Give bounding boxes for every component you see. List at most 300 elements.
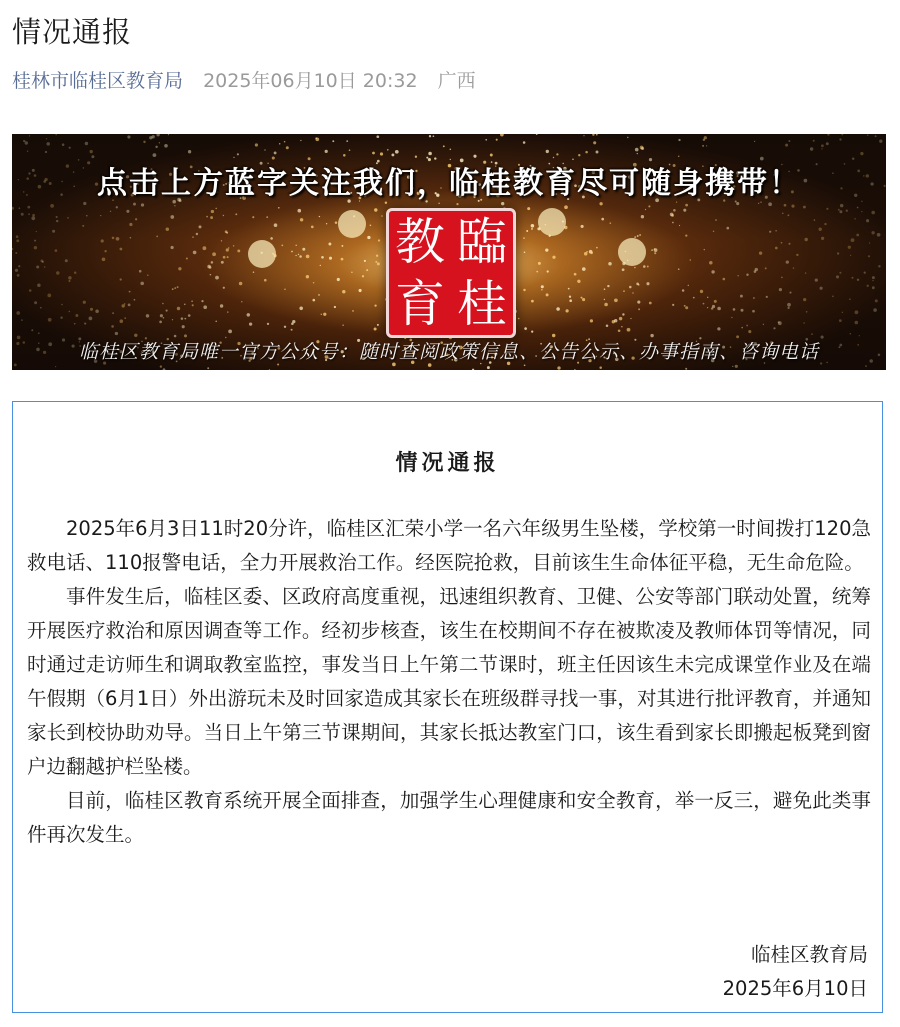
- light-dot: [37, 284, 41, 288]
- light-dot: [102, 257, 106, 261]
- light-dot: [590, 251, 593, 254]
- light-dot: [141, 203, 144, 206]
- light-dot: [159, 142, 160, 143]
- light-dot: [685, 306, 688, 309]
- light-dot: [472, 369, 474, 370]
- light-dot: [325, 150, 328, 153]
- light-dot: [585, 151, 588, 154]
- light-dot: [127, 135, 130, 138]
- light-dot: [634, 267, 635, 268]
- light-dot: [824, 223, 826, 225]
- light-dot: [247, 313, 250, 316]
- notice-paragraph: 2025年6月3日11时20分许，临桂区汇荣小学一名六年级男生坠楼，学校第一时间拨打120急救电话、110报警电话，全力开展救治工作。经医院抢救，目前该生生命体征平稳，无生命危险。: [27, 517, 871, 574]
- light-dot: [83, 301, 86, 304]
- light-dot: [228, 330, 232, 334]
- light-dot: [302, 248, 305, 251]
- light-dot: [839, 272, 841, 274]
- light-dot: [124, 303, 126, 305]
- light-dot: [614, 319, 617, 322]
- light-dot: [574, 369, 576, 370]
- light-dot: [264, 149, 265, 150]
- light-dot: [872, 280, 873, 281]
- light-dot: [856, 234, 859, 237]
- light-dot: [300, 140, 301, 141]
- light-dot: [156, 134, 159, 136]
- light-dot: [622, 313, 624, 315]
- light-dot: [869, 242, 870, 243]
- light-dot: [48, 318, 52, 322]
- light-dot: [68, 276, 71, 279]
- light-dot: [252, 216, 254, 218]
- light-dot: [377, 262, 380, 265]
- light-dot: [804, 238, 807, 241]
- light-dot: [82, 225, 84, 227]
- light-dot: [140, 282, 144, 286]
- light-dot: [604, 299, 605, 300]
- light-dot: [781, 277, 783, 279]
- light-dot: [861, 211, 862, 212]
- light-dot: [28, 213, 30, 215]
- light-dot: [321, 256, 324, 259]
- light-dot: [152, 135, 155, 138]
- light-dot: [74, 323, 76, 325]
- light-dot: [320, 265, 321, 266]
- light-dot: [18, 265, 20, 267]
- light-dot: [685, 234, 687, 236]
- light-dot: [329, 257, 332, 260]
- light-dot: [456, 203, 458, 205]
- light-dot: [86, 215, 88, 217]
- light-dot: [31, 216, 35, 220]
- light-dot: [787, 214, 789, 216]
- light-dot: [40, 307, 42, 309]
- light-dot: [638, 308, 640, 310]
- light-dot: [50, 204, 54, 208]
- light-dot: [376, 255, 378, 257]
- light-dot: [593, 141, 596, 144]
- light-dot: [116, 206, 118, 208]
- light-dot: [820, 287, 823, 290]
- light-dot: [61, 304, 63, 306]
- light-dot: [67, 217, 69, 219]
- light-dot: [596, 151, 599, 154]
- light-dot: [755, 268, 758, 271]
- light-dot: [582, 298, 585, 301]
- light-dot: [377, 324, 379, 326]
- light-dot: [854, 321, 858, 325]
- light-dot: [732, 366, 733, 367]
- light-dot: [578, 154, 580, 156]
- light-dot: [629, 286, 632, 289]
- light-dot: [857, 279, 859, 281]
- light-dot: [523, 141, 526, 144]
- light-dot: [334, 306, 336, 308]
- light-dot: [292, 320, 295, 323]
- light-dot: [170, 215, 174, 219]
- light-dot: [267, 323, 269, 325]
- light-dot: [740, 295, 743, 298]
- light-dot: [241, 301, 242, 302]
- light-dot: [164, 144, 168, 148]
- light-dot: [188, 150, 191, 153]
- light-dot: [226, 248, 229, 251]
- light-dot: [239, 282, 243, 286]
- article-title: 情况通报: [12, 15, 133, 49]
- light-dot: [556, 153, 558, 155]
- light-dot: [378, 239, 380, 241]
- light-dot: [810, 147, 813, 150]
- light-dot: [42, 261, 44, 263]
- light-dot: [299, 255, 302, 258]
- light-dot: [46, 138, 47, 139]
- light-dot: [700, 290, 703, 293]
- light-dot: [298, 254, 299, 255]
- light-dot: [291, 329, 293, 331]
- light-dot: [531, 224, 535, 228]
- light-dot: [814, 219, 816, 221]
- light-dot: [679, 225, 680, 226]
- light-dot: [184, 318, 186, 320]
- light-dot: [622, 268, 625, 271]
- light-dot: [166, 310, 168, 312]
- light-dot: [17, 274, 20, 277]
- light-dot: [735, 365, 738, 368]
- light-dot: [634, 236, 636, 238]
- light-dot: [227, 311, 228, 312]
- light-dot: [726, 227, 729, 230]
- light-dot: [364, 260, 366, 262]
- light-dot: [29, 289, 32, 292]
- light-dot: [610, 222, 612, 224]
- light-dot: [295, 245, 297, 247]
- light-dot: [569, 296, 571, 298]
- light-dot: [362, 275, 364, 277]
- light-dot: [438, 203, 439, 204]
- light-dot: [374, 327, 377, 330]
- light-dot: [300, 218, 303, 221]
- light-dot: [162, 303, 164, 305]
- light-dot: [211, 210, 214, 213]
- light-dot: [768, 202, 772, 206]
- light-dot: [599, 202, 602, 205]
- light-dot: [867, 134, 868, 135]
- light-dot: [25, 141, 28, 144]
- light-dot: [868, 255, 870, 257]
- light-dot: [590, 319, 593, 322]
- light-dot: [851, 238, 855, 242]
- light-dot: [501, 202, 504, 205]
- light-dot: [163, 317, 165, 319]
- light-dot: [819, 228, 822, 231]
- light-dot: [15, 252, 17, 254]
- light-dot: [85, 142, 88, 145]
- light-dot: [391, 153, 394, 156]
- light-dot: [313, 282, 314, 283]
- light-dot: [274, 223, 278, 227]
- light-dot: [203, 246, 207, 250]
- light-dot: [387, 149, 388, 150]
- light-dot: [788, 243, 790, 245]
- light-dot: [121, 304, 124, 307]
- light-dot: [196, 233, 198, 235]
- light-dot: [90, 308, 93, 311]
- light-dot: [264, 279, 267, 282]
- logo-char: 桂: [457, 275, 507, 333]
- notice-box: [12, 401, 883, 1013]
- light-dot: [433, 135, 435, 137]
- light-dot: [789, 292, 791, 294]
- light-dot: [153, 153, 157, 157]
- light-dot: [380, 152, 383, 155]
- light-dot: [821, 144, 824, 147]
- light-dot: [646, 282, 649, 285]
- light-dot: [769, 231, 771, 233]
- light-dot: [582, 267, 586, 271]
- light-dot: [643, 265, 646, 268]
- light-dot: [837, 252, 839, 254]
- light-dot: [531, 300, 534, 303]
- light-dot: [672, 304, 674, 306]
- light-dot: [878, 265, 880, 267]
- light-dot: [840, 204, 844, 208]
- light-dot: [606, 325, 609, 328]
- light-dot: [619, 317, 622, 320]
- light-dot: [328, 243, 331, 246]
- light-dot: [670, 213, 674, 217]
- light-dot: [172, 288, 174, 290]
- light-dot: [201, 300, 203, 302]
- light-dot: [839, 319, 842, 322]
- logo-char: 臨: [457, 213, 507, 271]
- light-dot: [763, 324, 764, 325]
- light-dot: [284, 326, 286, 328]
- notice-signature-block: [723, 938, 868, 1006]
- light-dot: [253, 271, 255, 273]
- light-dot: [352, 310, 354, 312]
- light-dot: [110, 211, 111, 212]
- light-dot: [813, 140, 815, 142]
- light-dot: [821, 148, 822, 149]
- light-dot: [873, 308, 877, 312]
- light-dot: [618, 330, 621, 333]
- light-dot: [586, 251, 588, 253]
- notice-date: 2025年6月10日: [722, 977, 868, 1000]
- light-dot: [536, 271, 538, 273]
- light-dot: [120, 319, 124, 323]
- light-dot: [865, 365, 867, 367]
- light-dot: [748, 330, 751, 333]
- lamp-glow: [538, 208, 566, 236]
- light-dot: [546, 293, 549, 296]
- light-dot: [566, 309, 569, 312]
- light-dot: [55, 134, 57, 135]
- light-dot: [487, 366, 490, 369]
- light-dot: [278, 207, 280, 209]
- light-dot: [826, 208, 828, 210]
- light-dot: [552, 256, 555, 259]
- light-dot: [866, 219, 869, 222]
- notice-body: [27, 512, 871, 852]
- light-dot: [429, 135, 431, 137]
- light-dot: [713, 231, 714, 232]
- light-dot: [775, 247, 778, 250]
- light-dot: [346, 140, 348, 142]
- light-dot: [839, 138, 841, 140]
- light-dot: [84, 323, 86, 325]
- light-dot: [592, 134, 594, 136]
- light-dot: [707, 307, 708, 308]
- light-dot: [225, 230, 228, 233]
- light-dot: [848, 246, 851, 249]
- light-dot: [181, 317, 184, 320]
- light-dot: [270, 237, 273, 240]
- light-dot: [754, 141, 755, 142]
- light-dot: [21, 319, 23, 321]
- light-dot: [326, 223, 327, 224]
- light-dot: [75, 314, 78, 317]
- light-dot: [215, 320, 217, 322]
- light-dot: [787, 307, 789, 309]
- light-dot: [19, 207, 21, 209]
- light-dot: [500, 134, 504, 136]
- light-dot: [351, 272, 353, 274]
- light-dot: [319, 216, 320, 217]
- light-dot: [485, 139, 487, 141]
- light-dot: [786, 260, 789, 263]
- light-dot: [443, 145, 445, 147]
- light-dot: [359, 289, 362, 292]
- light-dot: [23, 140, 25, 142]
- light-dot: [803, 322, 804, 323]
- light-dot: [129, 291, 131, 293]
- light-dot: [685, 368, 687, 370]
- light-dot: [854, 218, 856, 220]
- light-dot: [641, 215, 644, 218]
- light-dot: [647, 266, 649, 268]
- light-dot: [134, 299, 136, 301]
- light-dot: [627, 137, 629, 139]
- light-dot: [112, 237, 115, 240]
- logo-char: 育: [395, 275, 445, 333]
- notice-signature: 临桂区教育局: [750, 943, 868, 966]
- light-dot: [116, 237, 120, 241]
- light-dot: [791, 205, 794, 208]
- light-dot: [806, 311, 808, 313]
- light-dot: [12, 207, 14, 210]
- light-dot: [796, 254, 798, 256]
- light-dot: [284, 288, 286, 290]
- light-dot: [237, 153, 239, 155]
- light-dot: [374, 208, 377, 211]
- light-dot: [872, 276, 875, 279]
- light-dot: [65, 259, 68, 262]
- light-dot: [604, 303, 608, 307]
- light-dot: [27, 150, 28, 151]
- light-dot: [266, 216, 268, 218]
- light-dot: [785, 144, 788, 147]
- light-dot: [803, 298, 806, 301]
- light-dot: [641, 147, 644, 150]
- light-dot: [630, 318, 631, 319]
- light-dot: [850, 333, 852, 335]
- light-dot: [536, 134, 538, 135]
- light-dot: [623, 290, 625, 292]
- lamp-glow: [338, 210, 366, 238]
- light-dot: [36, 265, 39, 268]
- light-dot: [34, 240, 36, 242]
- light-dot: [45, 151, 47, 153]
- lamp-glow: [618, 238, 646, 266]
- light-dot: [875, 299, 878, 302]
- light-dot: [16, 239, 19, 242]
- light-dot: [207, 265, 211, 269]
- light-dot: [690, 259, 692, 261]
- light-dot: [775, 230, 777, 232]
- author-link[interactable]: 桂林市临桂区教育局: [12, 70, 184, 92]
- light-dot: [766, 296, 768, 298]
- light-dot: [678, 139, 680, 141]
- light-dot: [568, 288, 570, 290]
- light-dot: [875, 135, 877, 137]
- light-dot: [46, 142, 50, 146]
- light-dot: [104, 250, 106, 252]
- light-dot: [627, 328, 631, 332]
- light-dot: [192, 304, 194, 306]
- light-dot: [496, 139, 498, 141]
- light-dot: [872, 286, 875, 289]
- light-dot: [752, 310, 755, 313]
- light-dot: [29, 135, 30, 136]
- light-dot: [295, 255, 296, 256]
- light-dot: [159, 321, 162, 324]
- light-dot: [111, 325, 114, 328]
- light-dot: [177, 307, 180, 310]
- light-dot: [101, 239, 104, 242]
- light-dot: [717, 327, 720, 330]
- light-dot: [366, 269, 368, 271]
- light-dot: [160, 365, 162, 367]
- light-dot: [342, 290, 345, 293]
- light-dot: [684, 305, 686, 307]
- light-dot: [199, 225, 202, 228]
- light-dot: [323, 313, 326, 316]
- light-dot: [186, 257, 188, 259]
- light-dot: [44, 266, 46, 268]
- light-dot: [741, 327, 743, 329]
- light-dot: [376, 135, 379, 138]
- light-dot: [709, 261, 713, 265]
- light-dot: [556, 307, 560, 311]
- light-dot: [375, 261, 377, 263]
- light-dot: [704, 136, 707, 139]
- light-dot: [100, 215, 101, 216]
- light-dot: [714, 300, 717, 303]
- light-dot: [115, 332, 118, 335]
- light-dot: [298, 209, 302, 213]
- light-dot: [215, 276, 219, 280]
- light-dot: [16, 235, 19, 238]
- light-dot: [69, 280, 71, 282]
- light-dot: [291, 251, 293, 253]
- light-dot: [56, 220, 58, 222]
- light-dot: [223, 287, 225, 289]
- light-dot: [849, 298, 851, 300]
- light-dot: [741, 309, 744, 312]
- light-dot: [527, 207, 530, 210]
- light-dot: [707, 297, 708, 298]
- light-dot: [607, 285, 609, 287]
- light-dot: [857, 207, 859, 209]
